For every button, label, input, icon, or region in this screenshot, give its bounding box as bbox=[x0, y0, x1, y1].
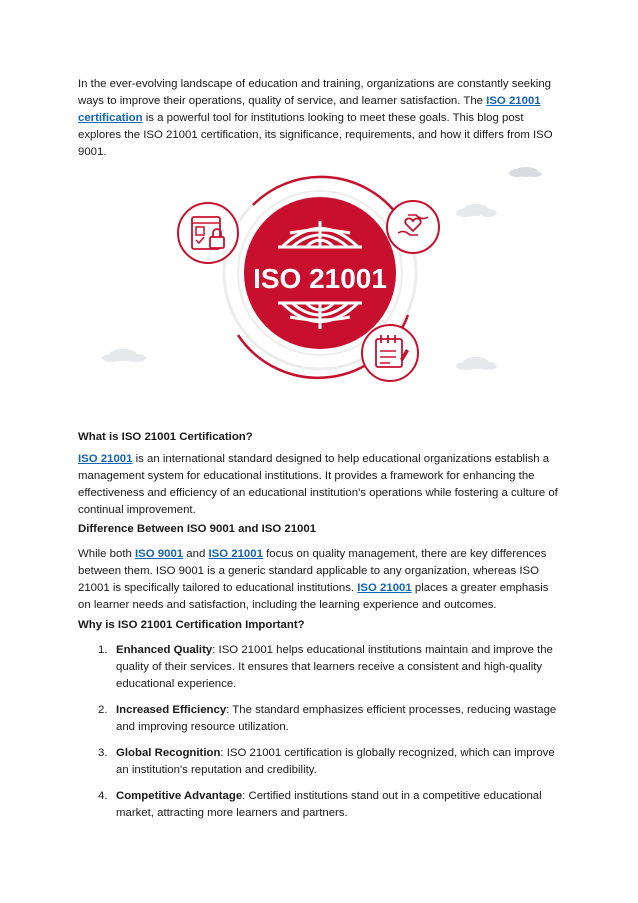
section-heading-what-is: What is ISO 21001 Certification? bbox=[78, 431, 253, 443]
checklist-lock-icon bbox=[178, 203, 238, 263]
list-item-title: Enhanced Quality bbox=[116, 644, 213, 656]
intro-paragraph bbox=[78, 76, 564, 161]
list-item-number: 2. bbox=[98, 704, 108, 716]
reasons-list bbox=[78, 642, 558, 831]
iso-21001-link[interactable]: ISO 21001 bbox=[357, 582, 412, 594]
section-heading-difference: Difference Between ISO 9001 and ISO 21001 bbox=[78, 523, 317, 535]
iso-21001-link[interactable]: ISO 21001 bbox=[78, 453, 133, 465]
intro-text-2: is a powerful tool for institutions looking to meet these goals. This blog post explores the ISO 21001 certification, its significance, requirements, and how it differs from ISO 9001. bbox=[78, 112, 553, 158]
list-item-title: Increased Efficiency bbox=[116, 704, 227, 716]
cloud-icon bbox=[456, 204, 497, 217]
cloud-icon bbox=[102, 349, 146, 362]
iso-21001-certification-link[interactable]: ISO 21001 certification bbox=[78, 95, 541, 124]
intro-text-1: In the ever-evolving landscape of education and training, organizations are constantly seeking ways to improve their operations, quality of service, and learner satisfaction. The bbox=[78, 78, 552, 107]
cloud-icon bbox=[456, 357, 497, 370]
list-item bbox=[78, 745, 558, 779]
list-item-number: 4. bbox=[98, 790, 108, 802]
section-heading-why-important: Why is ISO 21001 Certification Important? bbox=[78, 619, 305, 631]
iso-9001-link[interactable]: ISO 9001 bbox=[134, 548, 184, 560]
section-paragraph-what-is bbox=[78, 451, 564, 519]
section2-text-1: While both bbox=[78, 548, 135, 560]
intro-paragraph-wrap bbox=[78, 76, 564, 161]
list-item bbox=[78, 702, 558, 736]
iso-badge-graphic bbox=[78, 155, 564, 395]
list-item-number: 1. bbox=[98, 644, 108, 656]
list-item bbox=[78, 642, 558, 693]
section2-text-4: places a greater emphasis on learner needs and satisfaction, including the learning experience and outcomes. bbox=[78, 582, 549, 611]
list-item bbox=[78, 788, 558, 822]
section2-text-2: and bbox=[183, 548, 209, 560]
iso-21001-illustration bbox=[78, 155, 564, 395]
hand-heart-icon bbox=[387, 201, 439, 253]
cloud-icon bbox=[509, 167, 542, 177]
list-item-text: : The standard emphasizes efficient processes, reducing wastage and improving resource utilization. bbox=[116, 704, 557, 733]
list-item-text: : Certified institutions stand out in a competitive educational market, attracting more learners and partners. bbox=[116, 790, 542, 819]
section2-text-3: focus on quality management, there are key differences between them. ISO 9001 is a generic standard applicable to any organization, whereas ISO 21001 is specifically tailored to educational institutions. bbox=[78, 548, 547, 594]
list-item-title: Competitive Advantage bbox=[116, 790, 243, 802]
list-item-text: : ISO 21001 helps educational institutions maintain and improve the quality of their services. It ensures that learners receive a consistent and high-quality educational experience. bbox=[116, 644, 553, 690]
list-item-title: Global Recognition bbox=[116, 747, 221, 759]
list-item-text: : ISO 21001 certification is globally recognized, which can improve an institution's reputation and credibility. bbox=[116, 747, 555, 776]
badge-title: ISO 21001 bbox=[253, 263, 387, 294]
iso-21001-link[interactable]: ISO 21001 bbox=[208, 548, 263, 560]
section-paragraph-difference bbox=[78, 546, 564, 614]
section1-text: is an international standard designed to help educational organizations establish a management system for educational institutions. It provides a framework for enhancing the effectiveness and efficiency of an educational institution's operations while fostering a culture of continual improvement. bbox=[78, 453, 558, 516]
calendar-notes-icon bbox=[362, 325, 418, 381]
list-item-number: 3. bbox=[98, 747, 108, 759]
